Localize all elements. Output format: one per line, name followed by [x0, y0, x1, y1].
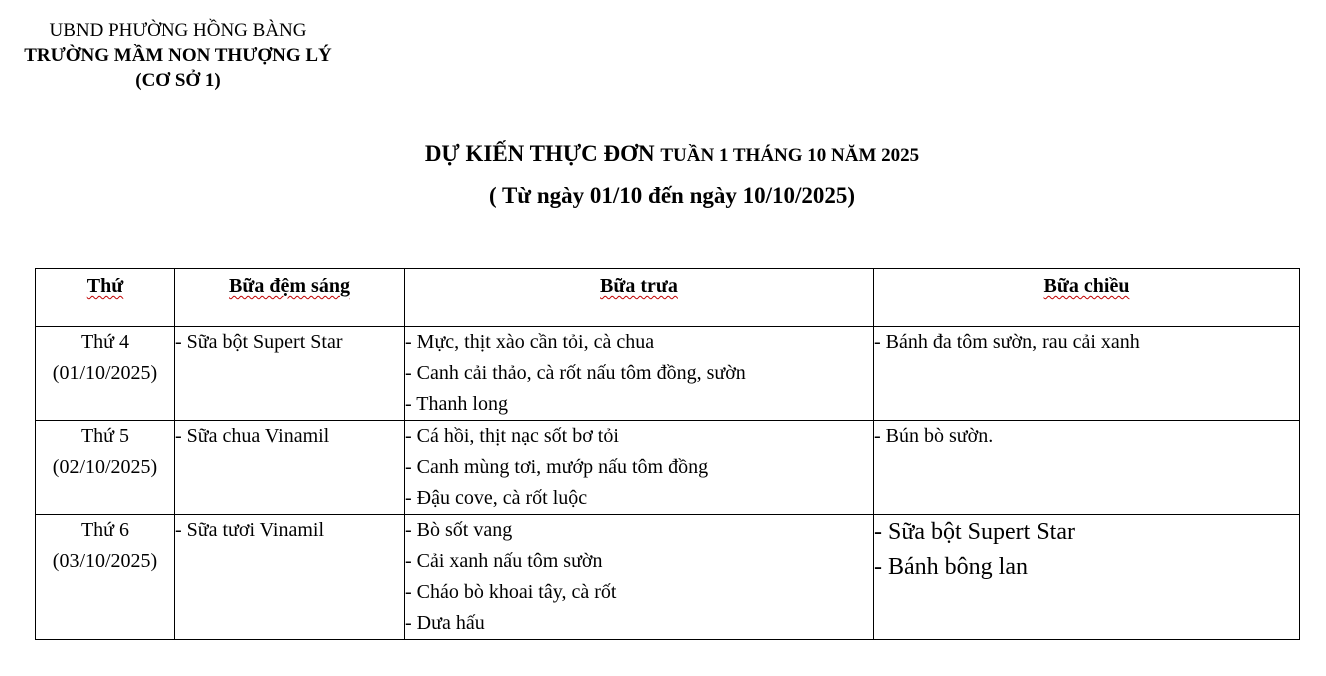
menu-title [0, 134, 1326, 174]
school-header [0, 18, 356, 93]
header-day: Thứ [36, 269, 175, 327]
header-afternoon: Bữa chiều [874, 269, 1300, 327]
day-cell: Thứ 4 (01/10/2025) [36, 327, 175, 421]
afternoon-cell: - Bánh đa tôm sườn, rau cải xanh [874, 327, 1300, 421]
lunch-cell: - Cá hồi, thịt nạc sốt bơ tỏi - Canh mùng tơi, mướp nấu tôm đồng - Đậu cove, cà rốt luộc [405, 421, 874, 515]
menu-table [35, 268, 1300, 640]
lunch-cell: - Mực, thịt xào cần tỏi, cà chua - Canh cải thảo, cà rốt nấu tôm đồng, sườn - Thanh long [405, 327, 874, 421]
menu-title-main: DỰ KIẾN THỰC ĐƠN [424, 141, 661, 166]
breakfast-cell: - Sữa tươi Vinamil [175, 515, 405, 640]
lunch-cell: - Bò sốt vang - Cải xanh nấu tôm sườn - Cháo bò khoai tây, cà rốt - Dưa hấu [405, 515, 874, 640]
day-cell: Thứ 6 (03/10/2025) [36, 515, 175, 640]
table-row [36, 327, 1300, 421]
header-lunch: Bữa trưa [405, 269, 874, 327]
day-cell: Thứ 5 (02/10/2025) [36, 421, 175, 515]
breakfast-cell: - Sữa bột Supert Star [175, 327, 405, 421]
ward-name: UBND PHƯỜNG HỒNG BÀNG [49, 20, 307, 41]
menu-title-week: TUẦN 1 THÁNG 10 NĂM 2025 [660, 145, 920, 166]
table-row [36, 515, 1300, 640]
header-breakfast: Bữa đệm sáng [175, 269, 405, 327]
table-row [36, 421, 1300, 515]
campus-label: (CƠ SỞ 1) [135, 70, 221, 91]
table-header-row [36, 269, 1300, 327]
date-range: ( Từ ngày 01/10 đến ngày 10/10/2025) [488, 183, 856, 208]
afternoon-cell: - Sữa bột Supert Star - Bánh bông lan [874, 515, 1300, 640]
breakfast-cell: - Sữa chua Vinamil [175, 421, 405, 515]
afternoon-cell: - Bún bò sườn. [874, 421, 1300, 515]
school-name: TRƯỜNG MẦM NON THƯỢNG LÝ [24, 45, 332, 66]
document-title [0, 134, 1326, 218]
